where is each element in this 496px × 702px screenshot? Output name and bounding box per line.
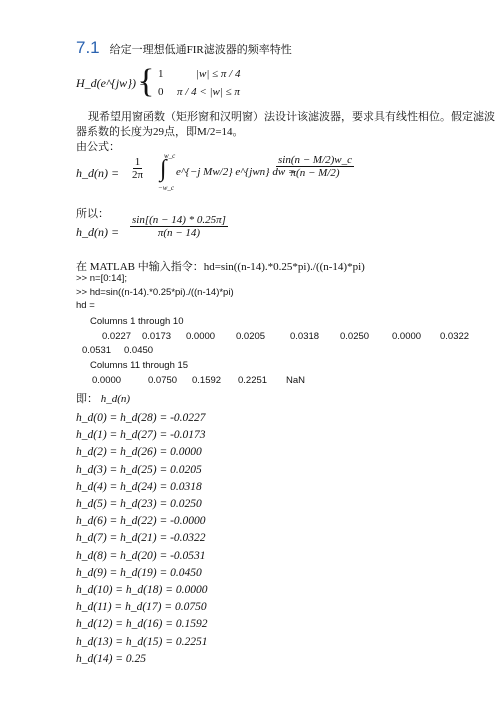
coefficient-row: h_d(11) = h_d(17) = 0.0750: [76, 601, 207, 614]
hd-lhs: H_d(e^{jw}) =: [76, 76, 148, 90]
para-line-1: 现希望用窗函数（矩形窗和汉明窗）法设计该滤波器，要求具有线性相位。假定滤波: [88, 111, 495, 123]
coefficient-row: h_d(3) = h_d(25) = 0.0205: [76, 463, 202, 476]
coefficient-row: h_d(9) = h_d(19) = 0.0450: [76, 566, 202, 579]
formula1-result: $\frac{\sin(n - M/2)w\_c}{\pi(n - M/2)}$: [278, 154, 353, 179]
ji-line: [76, 390, 130, 406]
formula-hd-integral: [76, 150, 416, 198]
coefficient-list: [76, 410, 207, 668]
formula2-fraction: $\frac{\sin[(n - 14) * 0.25\pi]}{\pi(n - 14)}$: [132, 214, 226, 239]
matlab-value: 0.0318: [290, 331, 320, 342]
coefficient-row: h_d(13) = h_d(15) = 0.2251: [76, 635, 208, 648]
matlab-value: 0.0250: [340, 331, 370, 342]
matlab-value: 0.1592: [192, 375, 222, 386]
coefficient-row: h_d(14) = 0.25: [76, 652, 147, 665]
matlab-command-1: >> n=[0:14];: [76, 273, 127, 284]
case2-condition: π / 4 < |w| ≤ π: [177, 86, 240, 98]
coefficient-row: h_d(12) = h_d(16) = 0.1592: [76, 618, 208, 631]
matlab-value: 0.0227: [102, 331, 132, 342]
matlab-value: 0.0000: [392, 331, 422, 342]
matlab-value: 0.2251: [238, 375, 268, 386]
coefficient-row: h_d(5) = h_d(23) = 0.0250: [76, 498, 202, 511]
formula1-integrand: e^{−j Mw/2} e^{jwn} dw =: [176, 166, 296, 178]
section-title: [76, 38, 292, 58]
matlab-value: 0.0322: [440, 331, 470, 342]
case1-condition: |w| ≤ π / 4: [196, 68, 241, 80]
formula2-lhs: h_d(n) =: [76, 225, 120, 239]
matlab-command-2: >> hd=sin((n-14).*0.25*pi)./((n-14)*pi): [76, 287, 234, 298]
ji-label: 即：: [76, 393, 98, 405]
ji-expression: h_d(n): [100, 393, 131, 405]
integral-upper-limit: w_c: [164, 152, 176, 160]
section-number: 7.1: [76, 38, 100, 57]
coefficient-row: h_d(7) = h_d(21) = -0.0322: [76, 532, 206, 545]
case2-value: 0: [158, 86, 164, 98]
matlab-value: 0.0531: [82, 345, 112, 356]
matlab-output-head: hd =: [76, 300, 95, 311]
coefficient-row: h_d(6) = h_d(22) = -0.0000: [76, 515, 206, 528]
coefficient-row: h_d(1) = h_d(27) = -0.0173: [76, 429, 206, 442]
matlab-columns-2: Columns 11 through 15: [90, 360, 189, 371]
matlab-intro: 在 MATLAB 中输入指令：hd=sin((n-14).*0.25*pi)./((n-14)*pi): [76, 261, 365, 273]
coefficient-row: h_d(10) = h_d(18) = 0.0000: [76, 584, 208, 597]
formula1-coefficient: $\frac{1}{2\pi}$: [132, 156, 144, 181]
formula1-lhs: h_d(n) =: [76, 166, 120, 180]
matlab-value: 0.0450: [124, 345, 154, 356]
matlab-value: NaN: [286, 375, 306, 386]
integral-lower-limit: −w_c: [158, 184, 174, 192]
matlab-value: 0.0000: [92, 375, 122, 386]
coefficient-row: h_d(4) = h_d(24) = 0.0318: [76, 480, 202, 493]
coefficient-row: h_d(8) = h_d(20) = -0.0531: [76, 549, 206, 562]
coefficient-row: h_d(0) = h_d(28) = -0.0227: [76, 412, 206, 424]
integral-sign-icon: ∫: [160, 156, 167, 182]
matlab-columns-1: Columns 1 through 10: [90, 316, 184, 327]
matlab-value: 0.0205: [236, 331, 266, 342]
section-heading: 给定一理想低通FIR滤波器的频率特性: [109, 44, 292, 56]
matlab-value: 0.0000: [186, 331, 216, 342]
case1-value: 1: [158, 68, 164, 80]
formula-hd-sinc: [76, 214, 336, 250]
para-line-2: 器系数的长度为29点，即M/2=14。: [76, 126, 244, 138]
matlab-value: 0.0750: [148, 375, 178, 386]
matlab-value: 0.0173: [142, 331, 172, 342]
coefficient-row: h_d(2) = h_d(26) = 0.0000: [76, 446, 202, 459]
brace-icon: {: [138, 63, 155, 100]
para-line-3: 由公式：: [76, 141, 120, 153]
therefore-label: 所以：: [76, 208, 109, 220]
